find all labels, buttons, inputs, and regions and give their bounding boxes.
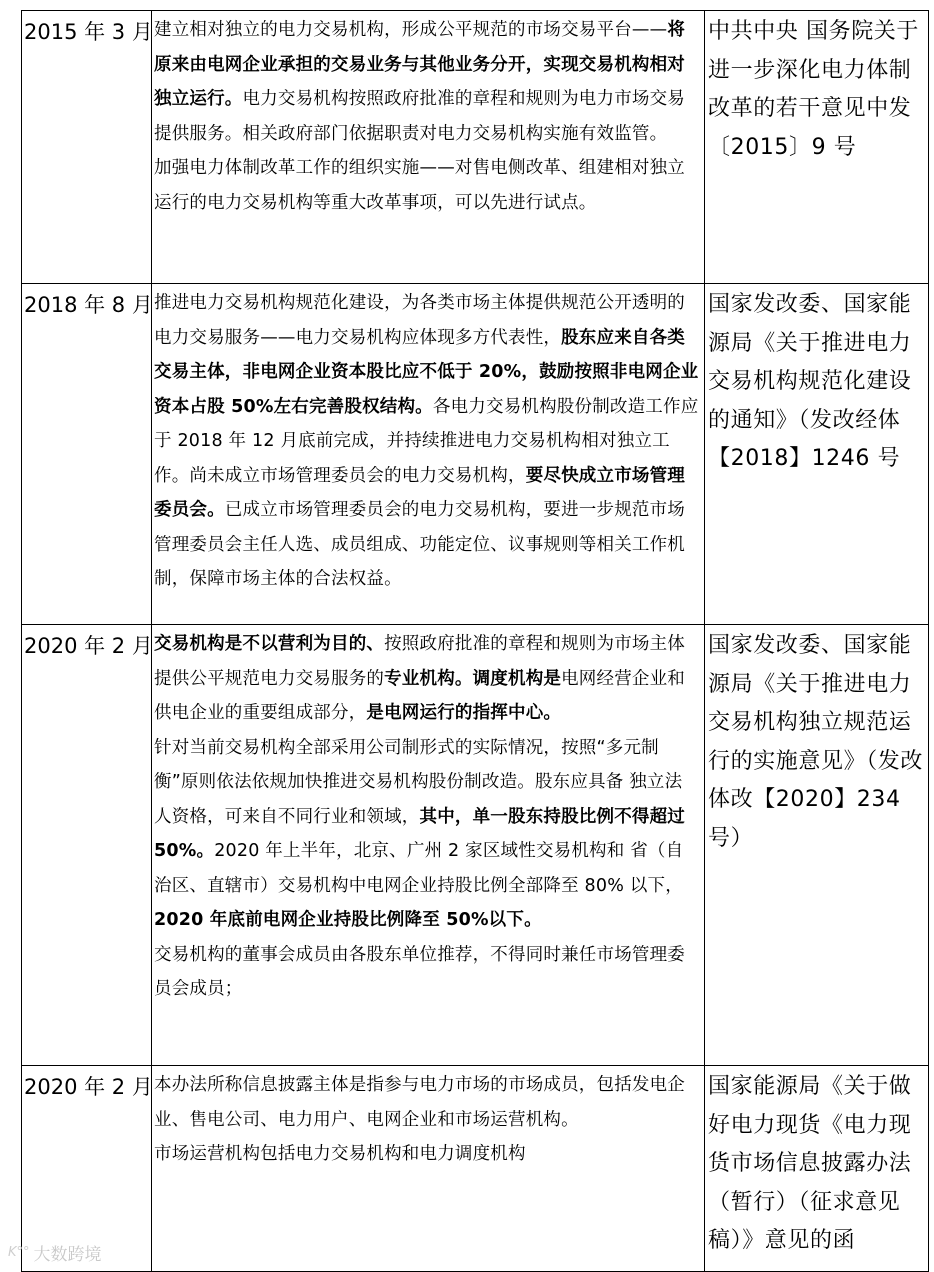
date-cell: 2020 年 2 月 <box>22 1066 152 1272</box>
text-run: 市场运营机构包括电力交易机构和电力调度机构 <box>154 1144 526 1164</box>
bold-text: 2020 年底前电网企业持股比例降至 50%以下。 <box>154 910 542 930</box>
watermark-logo: K°° <box>8 1245 30 1260</box>
table-row <box>22 11 929 284</box>
text-run: 建立相对独立的电力交易机构，形成公平规范的市场交易平台—— <box>154 20 668 40</box>
watermark <box>8 1240 102 1265</box>
content-paragraph <box>154 627 700 731</box>
source-cell: 中共中央 国务院关于进一步深化电力体制改革的若干意见中发〔2015〕9 号 <box>705 11 929 284</box>
content-paragraph <box>154 1137 700 1172</box>
text-run: 针对当前交易机构全部采用公司制形式的实际情况，按照“多元制衡”原则依法依规加快推进交易机构股份制改造。股东应具备 独立法人资格，可来自不同行业和领域， <box>154 737 683 827</box>
table-row <box>22 625 929 1066</box>
bold-text: 交易机构是不以营利为目的、 <box>154 634 385 654</box>
content-cell <box>152 11 705 284</box>
text-run: 交易机构的董事会成员由各股东单位推荐，不得同时兼任市场管理委员会成员； <box>154 944 685 999</box>
date-cell: 2020 年 2 月 <box>22 625 152 1066</box>
content-paragraph <box>154 938 700 1007</box>
content-paragraph <box>154 286 700 597</box>
policy-table <box>21 10 929 1272</box>
table-row <box>22 284 929 625</box>
table-row <box>22 1066 929 1272</box>
text-run: 2020 年上半年，北京、广州 2 家区域性交易机构和 省（自治区、直辖市）交易机构中电网企业持股比例全部降至 80% 以下， <box>154 841 684 896</box>
bold-text: 专业机构。调度机构是 <box>384 668 562 689</box>
text-run: 推进电力交易机构规范化建设，为各类市场主体提供规范公开透明的电力交易服务——电力交易机构应体现多方代表性， <box>154 293 685 348</box>
watermark-text: 大数跨境 <box>33 1245 102 1265</box>
bold-text: 是电网运行的指挥中心。 <box>366 703 562 723</box>
content-cell <box>152 284 705 625</box>
text-run: 已成立市场管理委员会的电力交易机构，要进一步规范市场管理委员会主任人选、成员组成、功能定位、议事规则等相关工作机制，保障市场主体的合法权益。 <box>154 500 686 589</box>
text-run: 电网经营企业和供电企业的重要组成部分， <box>154 668 686 723</box>
text-run: 各电力交易机构股份制改造工作应于 2018 年 12 月底前完成，并持续推进电力交易机构相对独立工作。尚未成立市场管理委员会的电力交易机构， <box>154 396 699 486</box>
content-paragraph <box>154 1068 700 1137</box>
text-run: 加强电力体制改革工作的组织实施——对售电侧改革、组建相对独立运行的电力交易机构等重大改革事项，可以先进行试点。 <box>154 158 685 213</box>
bold-text: 将原来由电网企业承担的交易业务与其他业务分开，实现交易机构相对独立运行。 <box>154 20 686 109</box>
bold-text: 要尽快成立市场管理委员会。 <box>154 465 686 520</box>
source-cell: 国家发改委、国家能源局《关于推进电力交易机构独立规范运行的实施意见》（发改体改【2020】234 号） <box>705 625 929 1066</box>
source-cell: 国家能源局《关于做好电力现货《电力现货市场信息披露办法（暂行）（征求意见稿）》意见的函 <box>705 1066 929 1272</box>
content-cell <box>152 1066 705 1272</box>
content-paragraph <box>154 13 700 151</box>
text-run: 本办法所称信息披露主体是指参与电力市场的市场成员，包括发电企业、售电公司、电力用户、电网企业和市场运营机构。 <box>154 1075 685 1130</box>
date-cell: 2018 年 8 月 <box>22 284 152 625</box>
content-paragraph <box>154 151 700 220</box>
text-run: 电力交易机构按照政府批准的章程和规则为电力市场交易提供服务。相关政府部门依据职责对电力交易机构实施有效监管。 <box>154 89 685 144</box>
text-run: 按照政府批准的章程和规则为市场主体提供公平规范电力交易服务的 <box>154 634 686 689</box>
date-cell: 2015 年 3 月 <box>22 11 152 284</box>
bold-text: 其中，单一股东持股比例不得超过 50%。 <box>154 806 685 861</box>
source-cell: 国家发改委、国家能源局《关于推进电力交易机构规范化建设的通知》（发改经体【2018】1246 号 <box>705 284 929 625</box>
bold-text: 股东应来自各类交易主体，非电网企业资本股比应不低于 20%，鼓励按照非电网企业资本占股 50%左右完善股权结构。 <box>154 327 699 417</box>
content-cell <box>152 625 705 1066</box>
content-paragraph <box>154 731 700 938</box>
